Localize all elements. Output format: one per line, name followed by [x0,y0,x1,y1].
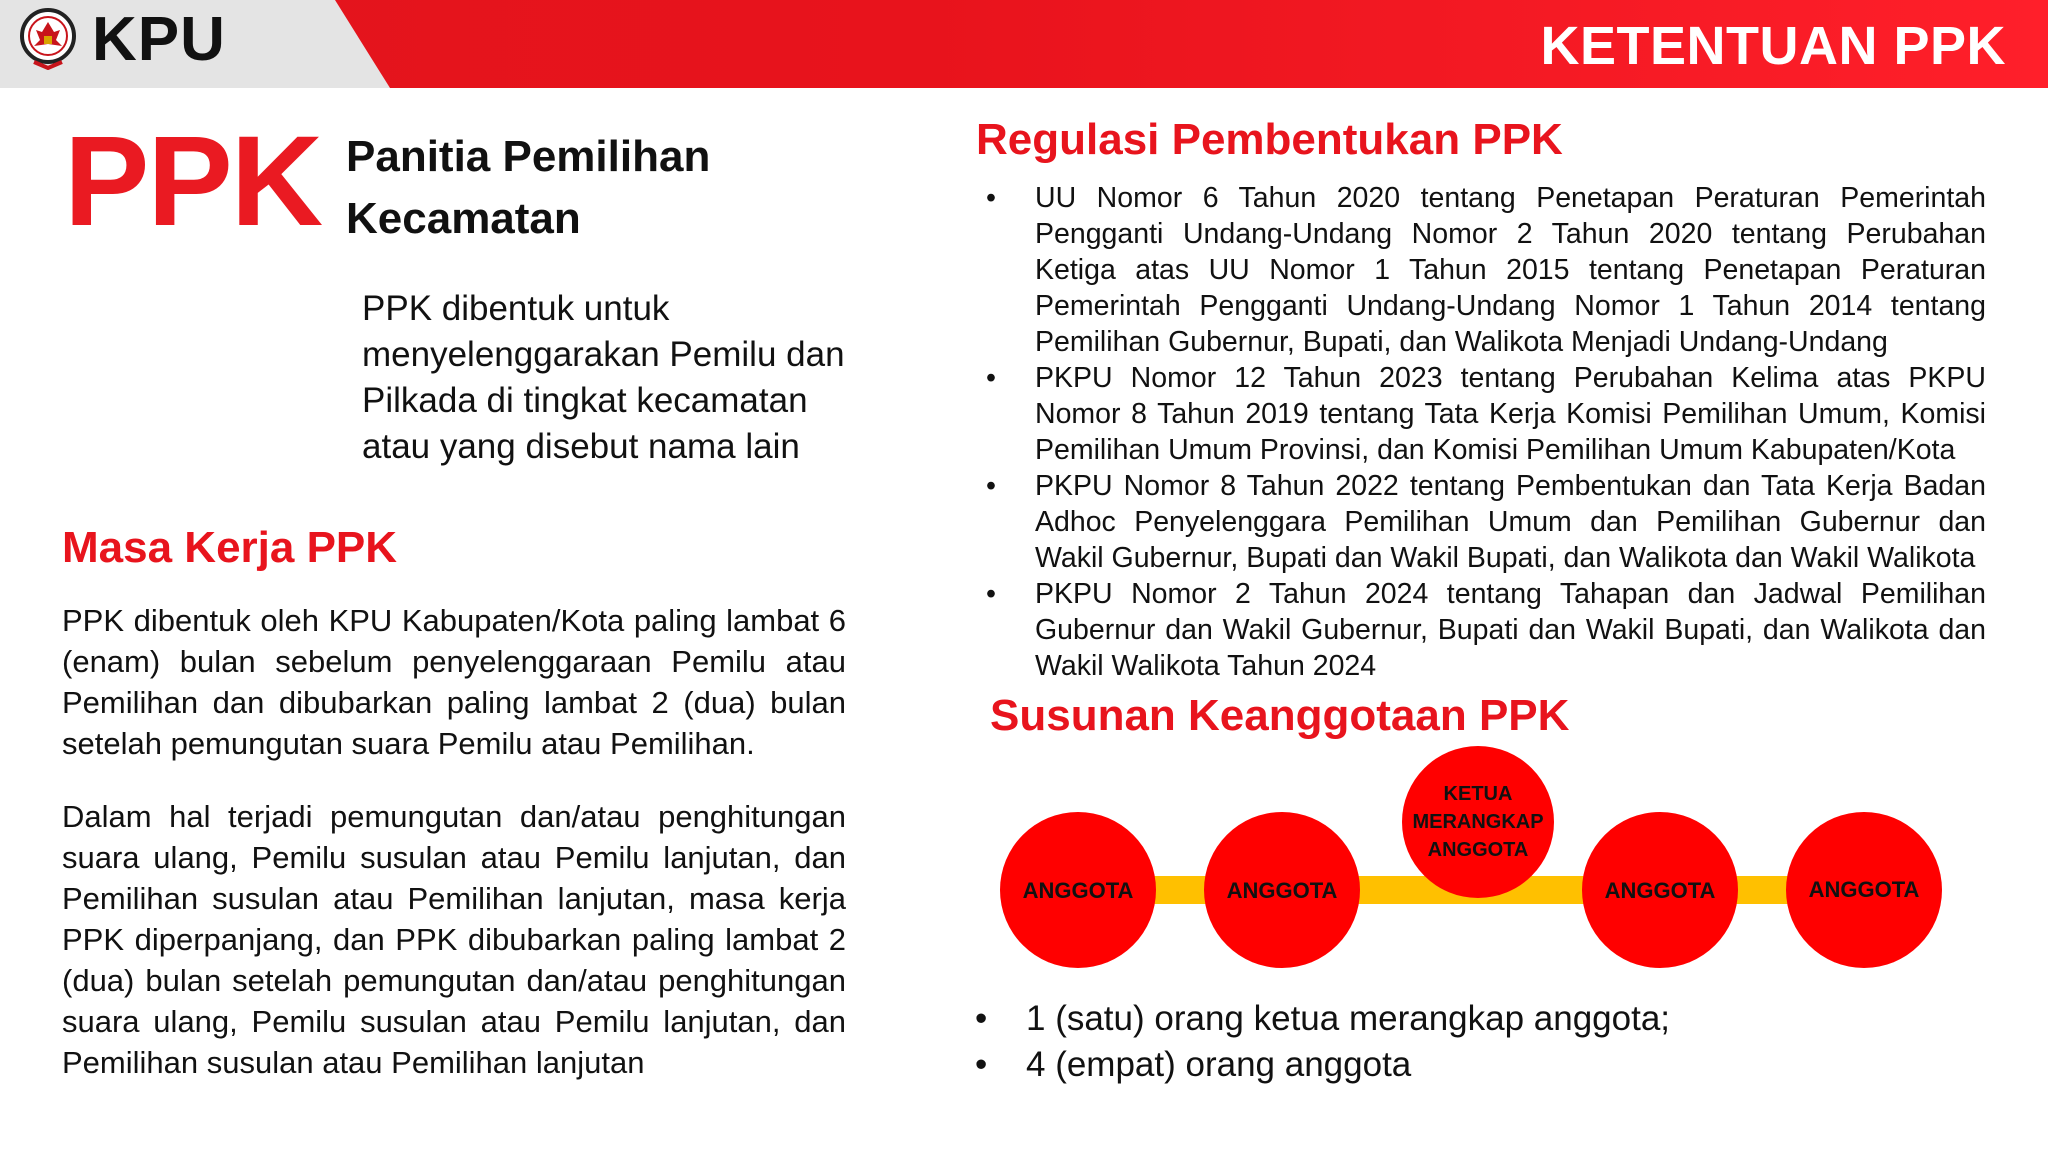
kpu-emblem-icon [20,6,76,70]
regulasi-item-text: PKPU Nomor 12 Tahun 2023 tentang Perubahan Kelima atas PKPU Nomor 8 Tahun 2019 tentang Tata Kerja Komisi Pemilihan Umum, Komisi Pemilihan Umum Provinsi, dan Komisi Pemilihan Umum Kabupaten/Kota [1035,362,1986,466]
membership-list [975,996,1975,1088]
bullet-icon: • [975,999,988,1038]
member-node: ANGGOTA [1582,812,1738,968]
bullet-icon: • [986,578,996,610]
leader-node: KETUA MERANGKAP ANGGOTA [1402,746,1554,898]
regulasi-item-text: UU Nomor 6 Tahun 2020 tentang Penetapan Peraturan Pemerintah Pengganti Undang-Undang Nomor 2 Tahun 2020 tentang Perubahan Ketiga atas UU Nomor 1 Tahun 2015 tentang Penetapan Peraturan Pemerintah Pengganti Undang-Undang Nomor 1 Tahun 2014 tentang Pemilihan Gubernur, Bupati, dan Walikota Menjadi Undang-Undang [1035,182,1986,358]
regulasi-title: Regulasi Pembentukan PPK [976,115,1563,164]
member-node: ANGGOTA [1000,812,1156,968]
membership-item-text: 1 (satu) orang ketua merangkap anggota; [1026,999,1671,1038]
regulasi-item-text: PKPU Nomor 2 Tahun 2024 tentang Tahapan dan Jadwal Pemilihan Gubernur dan Wakil Gubernur, Bupati dan Wakil Bupati, dan Walikota dan Wakil Walikota Tahun 2024 [1035,578,1986,682]
regulasi-item [986,576,1986,684]
masa-kerja-paragraph-1: PPK dibentuk oleh KPU Kabupaten/Kota paling lambat 6 (enam) bulan sebelum penyelenggaraan Pemilu atau Pemilihan dan dibubarkan paling lambat 2 (dua) bulan setelah pemungutan suara Pemilu atau Pemilihan. [62,603,846,761]
ppk-long-name: Panitia Pemilihan Kecamatan [346,132,711,243]
brand-name: KPU [92,5,226,74]
bullet-icon: • [986,362,996,394]
member-node: ANGGOTA [1786,812,1942,968]
member-node: ANGGOTA [1204,812,1360,968]
regulasi-item [986,180,1986,360]
membership-item [975,1042,1975,1088]
membership-diagram [990,740,1990,980]
bullet-icon: • [986,182,996,214]
bullet-icon: • [986,470,996,502]
ppk-acronym: PPK [64,110,322,253]
bullet-icon: • [975,1045,988,1084]
ppk-description: PPK dibentuk untuk menyelenggarakan Pemilu dan Pilkada di tingkat kecamatan atau yang disebut nama lain [362,289,845,466]
masa-kerja-title: Masa Kerja PPK [62,523,398,572]
membership-item-text: 4 (empat) orang anggota [1026,1045,1412,1084]
membership-item [975,996,1975,1042]
regulasi-item-text: PKPU Nomor 8 Tahun 2022 tentang Pembentukan dan Tata Kerja Badan Adhoc Penyelenggara Pemilihan Umum dan Pemilihan Gubernur dan Wakil Gubernur, Bupati dan Wakil Bupati, dan Walikota dan Wakil Walikota [1035,470,1986,574]
regulasi-item [986,360,1986,468]
susunan-title: Susunan Keanggotaan PPK [990,691,1570,740]
page-title: KETENTUAN PPK [1540,16,2006,76]
regulasi-list [986,180,1986,684]
regulasi-item [986,468,1986,576]
header-bar [0,0,2048,88]
masa-kerja-paragraph-2: Dalam hal terjadi pemungutan dan/atau penghitungan suara ulang, Pemilu susulan atau Pemilu lanjutan, dan Pemilihan susulan atau Pemilihan lanjutan, masa kerja PPK diperpanjang, dan PPK dibubarkan paling lambat 2 (dua) bulan setelah pemungutan dan/atau penghitungan suara ulang, Pemilu susulan atau Pemilu lanjutan, dan Pemilihan susulan atau Pemilihan lanjutan [62,799,846,1080]
